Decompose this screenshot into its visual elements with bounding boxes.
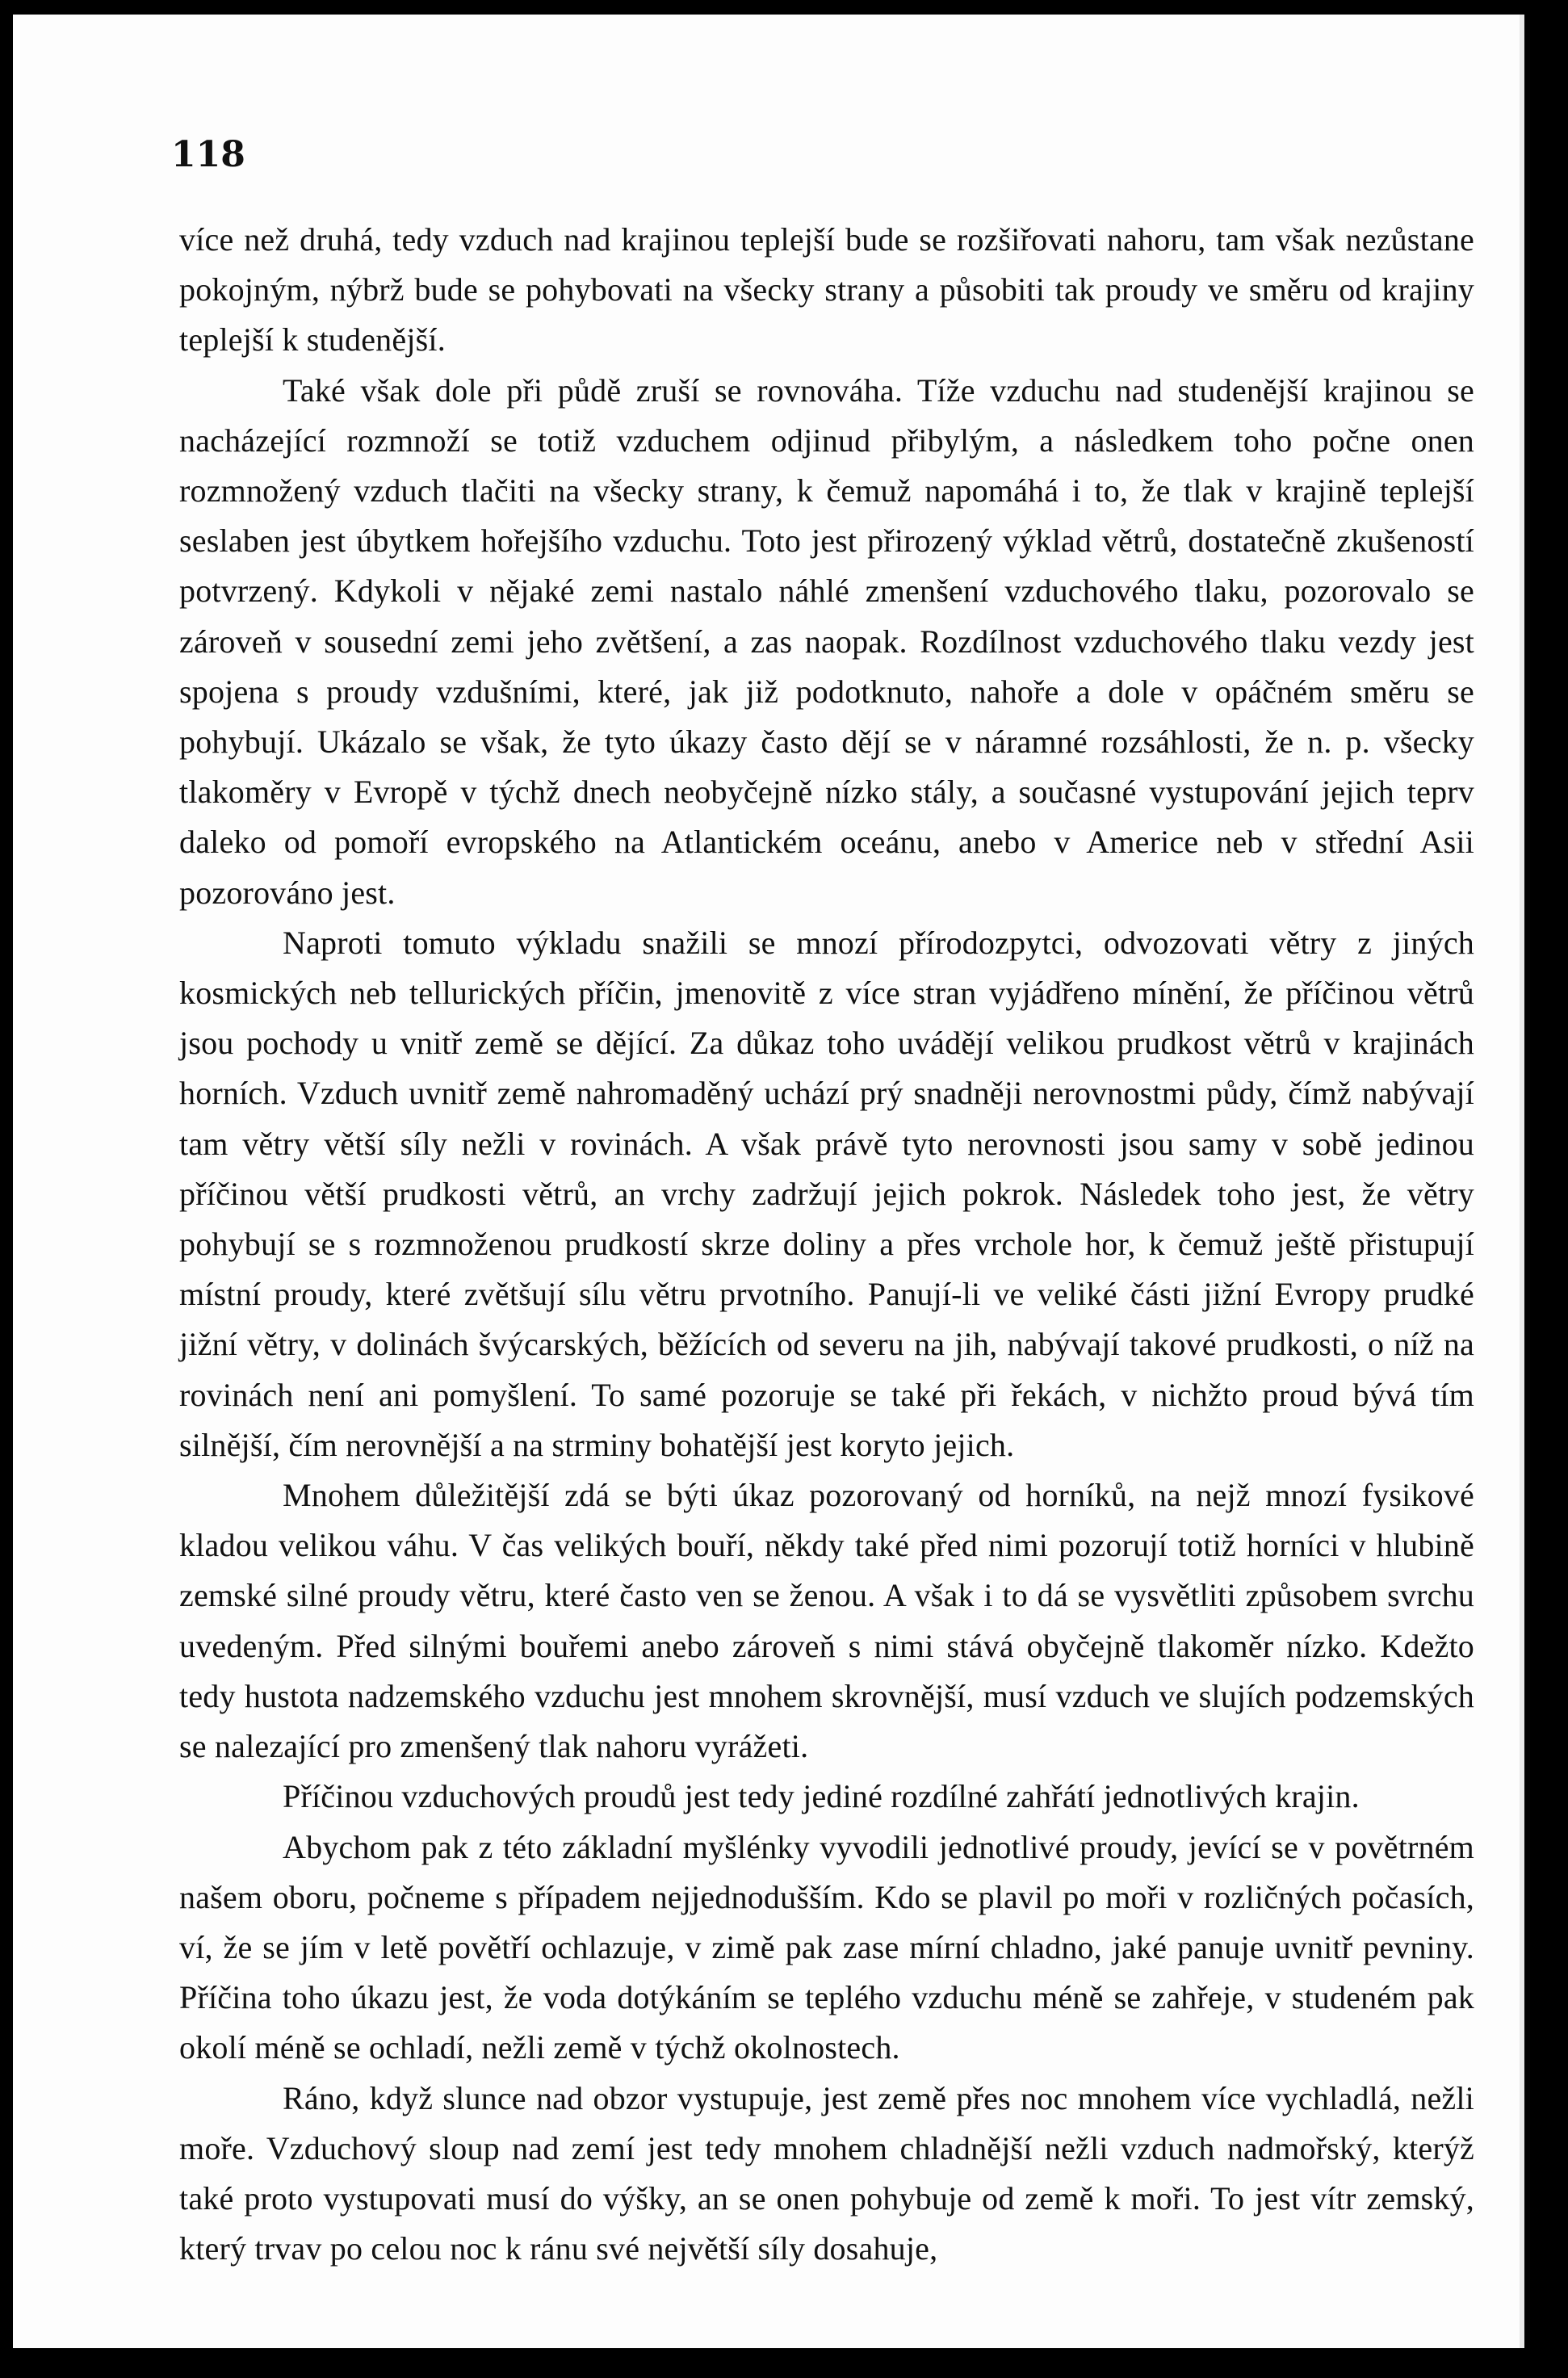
- paragraph: Naproti tomuto výkladu snažili se mnozí přírodozpytci, odvozovati větry z jiných kosmických neb tellurických příčin, jmenovitě z více stran vyjádřeno mínění, že příčinou větrů jsou pochody u vnitř země se dějící. Za důkaz toho uvádějí velikou prudkost větrů v krajinách horních. Vzduch uvnitř země nahromaděný uchází prý snadněji nerovnostmi půdy, čímž nabývají tam větry větší síly nežli v rovinách. A však právě tyto nerovnosti jsou samy v sobě jedinou příčinou větší prudkosti větrů, an vrchy zadržují jejich pokrok. Následek toho jest, že větry pohybují se s rozmnoženou prudkostí skrze doliny a přes vrchole hor, k čemuž ještě přistupují místní proudy, které zvětšují sílu větru prvotního. Panují-li ve veliké části jižní Evropy prudké jižní větry, v dolinách švýcarských, běžících od severu na jih, nabývají takové prudkosti, o níž na rovinách není ani pomyšlení. To samé pozoruje se také při řekách, v nichžto proud bývá tím silnější, čím nerovnější a na strminy bohatější jest koryto jejich.: [179, 924, 1474, 1463]
- book-page: [13, 15, 1520, 2348]
- paragraph: Abychom pak z této základní myšlénky vyvodili jednotlivé proudy, jevící se v povětrném našem oboru, počneme s případem nejjednodušším. Kdo se plavil po moři v rozličných počasích, ví, že se jím v letě povětří ochlazuje, v zimě pak zase mírní chladno, jaké panuje uvnitř pevniny. Příčina toho úkazu jest, že voda dotýkáním se teplého vzduchu méně se zahřeje, v studeném pak okolí méně se ochladí, nežli země v týchž okolnostech.: [179, 1828, 1474, 2066]
- paragraph: Příčinou vzduchových proudů jest tedy jediné rozdílné zahřátí jednotlivých krajin.: [283, 1778, 1360, 1815]
- paragraph: Mnohem důležitější zdá se býti úkaz pozorovaný od horníků, na nejž mnozí fysikové kladou velikou váhu. V čas velikých bouří, někdy také před nimi pozorují totiž horníci v hlubině zemské silné proudy větru, které často ven se ženou. A však i to dá se vysvětliti způsobem svrchu uvedeným. Před silnými bouřemi anebo zároveň s nimi stává obyčejně tlakoměr nízko. Kdežto tedy hustota nadzemského vzduchu jest mnohem skrovnější, musí vzduch ve slujích podzemských se nalezající pro zmenšený tlak nahoru vyrážeti.: [179, 1477, 1474, 1765]
- page-edge: [1520, 15, 1524, 2348]
- body-text: [179, 215, 1474, 2274]
- paragraph: více než druhá, tedy vzduch nad krajinou teplejší bude se rozšiřovati nahoru, tam však nezůstane pokojným, nýbrž bude se pohybovati na všecky strany a působiti tak proudy ve směru od krajiny teplejší k studenější.: [179, 221, 1474, 359]
- paragraph: Ráno, když slunce nad obzor vystupuje, jest země přes noc mnohem více vychladlá, nežli moře. Vzduchový sloup nad zemí jest tedy mnohem chladnější nežli vzduch nadmořský, kterýž také proto vystupovati musí do výšky, an se onen pohybuje od země k moři. To jest vítr zemský, který trvav po celou noc k ránu své největší síly dosahuje,: [179, 2079, 1474, 2267]
- page-number: 118: [171, 134, 245, 175]
- paragraph: Také však dole při půdě zruší se rovnováha. Tíže vzduchu nad studenější krajinou se nacházející rozmnoží se totiž vzduchem odjinud přibylým, a následkem toho počne onen rozmnožený vzduch tlačiti na všecky strany, k čemuž napomáhá i to, že tlak v krajině teplejší seslaben jest úbytkem hořejšího vzduchu. Toto jest přirozený výklad větrů, dostatečně zkušeností potvrzený. Kdykoli v nějaké zemi nastalo náhlé zmenšení vzduchového tlaku, pozorovalo se zároveň v sousední zemi jeho zvětšení, a zas naopak. Rozdílnost vzduchového tlaku vezdy jest spojena s proudy vzdušními, které, jak již podotknuto, nahoře a dole v opáčném směru se pohybují. Ukázalo se však, že tyto úkazy často dějí se v náramné rozsáhlosti, že n. p. všecky tlakoměry v Evropě v týchž dnech neobyčejně nízko stály, a současné vystupování jejich teprv daleko od pomoří evropského na Atlantickém oceánu, anebo v Americe neb v střední Asii pozorováno jest.: [179, 371, 1474, 911]
